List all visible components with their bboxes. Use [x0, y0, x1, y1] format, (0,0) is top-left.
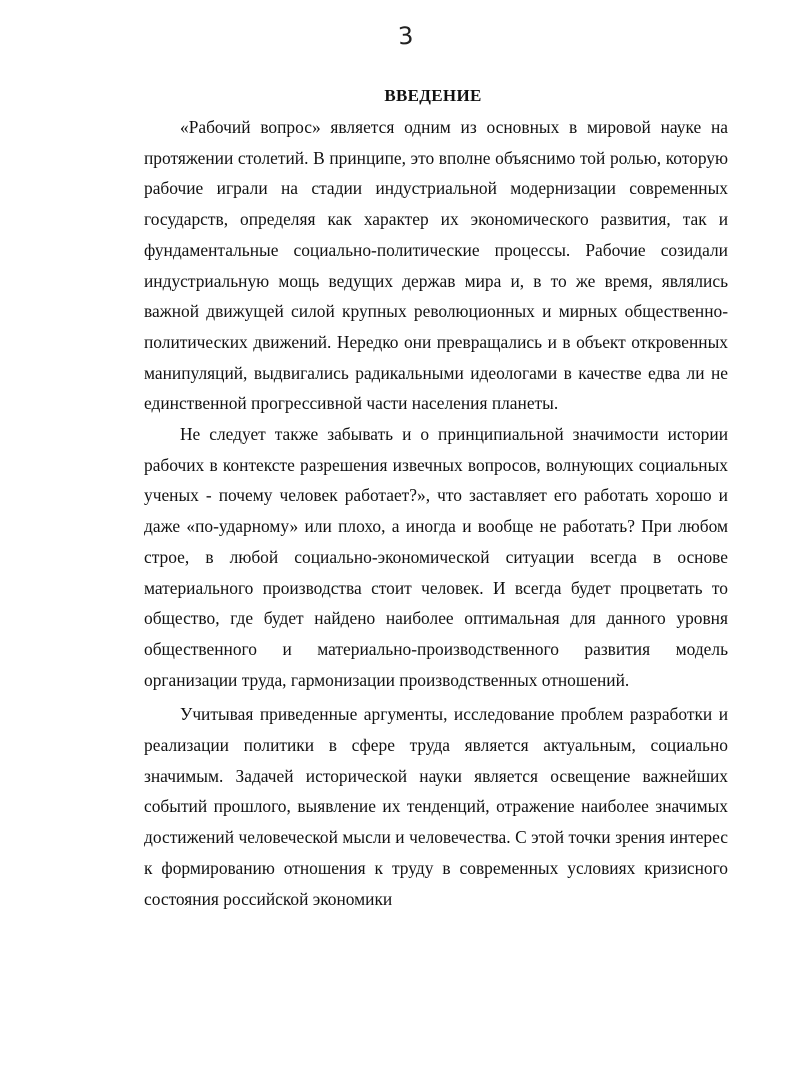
body-text [144, 112, 728, 914]
paragraph-3: Учитывая приведенные аргументы, исследование проблем разработки и реализации политики в сфере труда является актуальным, социально значимым. Задачей исторической науки является освещение важнейших событий прошлого, выявление их тенденций, отражение наиболее значимых достижений человеческой мысли и человечества. С этой точки зрения интерес к формированию отношения к труду в современных условиях кризисного состояния российской экономики [144, 704, 728, 909]
section-heading: ВВЕДЕНИЕ [384, 86, 482, 105]
paragraph-1: «Рабочий вопрос» является одним из основных в мировой науке на протяжении столетий. В принципе, это вполне объяснимо той ролью, которую рабочие играли на стадии индустриальной модернизации современных государств, определяя как характер их экономического развития, так и фундаментальные социально-политические процессы. Рабочие созидали индустриальную мощь ведущих держав мира и, в то же время, являлись важной движущей силой крупных революционных и мирных общественно-политических движений. Нередко они превращались и в объект откровенных манипуляций, выдвигались радикальными идеологами в качестве едва ли не единственной прогрессивной части населения планеты. [144, 117, 728, 414]
page-number: 3 [397, 21, 415, 51]
paragraph-2: Не следует также забывать и о принципиальной значимости истории рабочих в контексте разрешения извечных вопросов, волнующих социальных ученых - почему человек работает?», что заставляет его работать хорошо и даже «по-ударному» или плохо, а иногда и вообще не работать? При любом строе, в любой социально-экономической ситуации всегда в основе материального производства стоит человек. И всегда будет процветать то общество, где будет найдено наиболее оптимальная для данного уровня общественного и материально-производственного развития модель организации труда, гармонизации производственных отношений. [144, 424, 728, 690]
